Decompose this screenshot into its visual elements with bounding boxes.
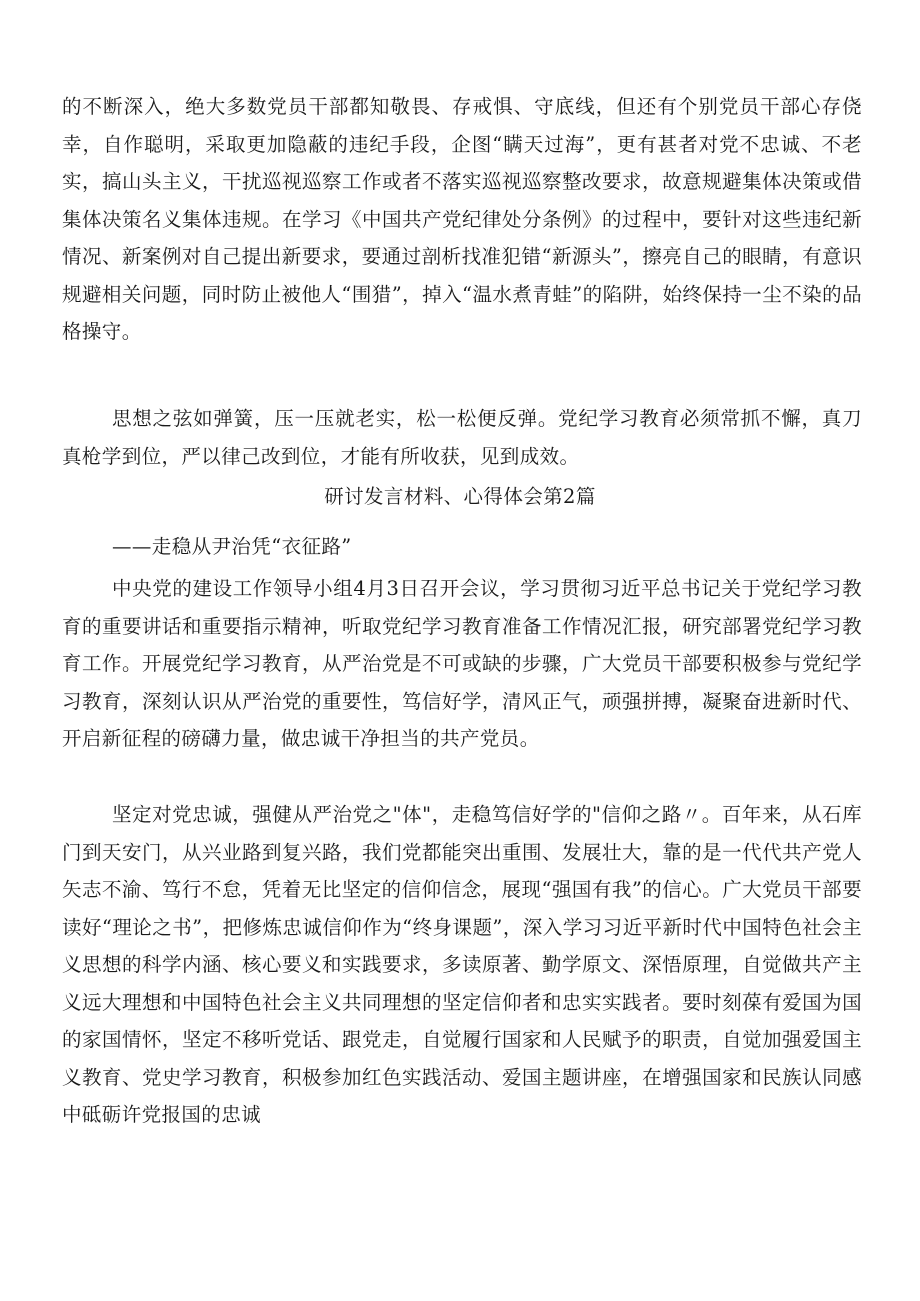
section-subtitle: ——走稳从尹治凭“衣征路” — [112, 535, 352, 558]
section-heading: 研讨发言材料、心得体会第2篇 — [324, 485, 596, 508]
paragraph-spring: 思想之弦如弹簧，压一压就老实，松一松便反弹。党纪学习教育必须常抓不懈，真刀真枪学到位，严以律己改到位，才能有所收获，见到成效。 — [62, 407, 862, 468]
paragraph-loyalty: 坚定对党忠诚，强健从严治党之"体"，走稳笃信好学的"信仰之路〃。百年来，从石库门到天安门，从兴业路到复兴路，我们党都能突出重围、发展壮大，靠的是一代代共产党人矢志不渝、笃行不怠，凭着无比坚定的信仰信念，展现“强国有我”的信心。广大党员干部要读好“理论之书”，把修炼忠诚信仰作为“终身课题”，深入学习习近平新时代中国特色社会主义思想的科学内涵、核心要义和实践要求，多读原著、勤学原文、深悟原理，自觉做共产主义远大理想和中国特色社会主义共同理想的坚定信仰者和忠实实践者。要时刻葆有爱国为国的家国情怀，坚定不移听党话、跟党走，自觉履行国家和人民赋予的职责，自觉加强爱国主义教育、党史学习教育，积极参加红色实践活动、爱国主题讲座，在增强国家和民族认同感中砥砺许党报国的忠诚 — [62, 803, 862, 1126]
paragraph-meeting: 中央党的建设工作领导小组4月3日召开会议，学习贯彻习近平总书记关于党纪学习教育的重要讲话和重要指示精神，听取党纪学习教育准备工作情况汇报，研究部署党纪学习教育工作。开展党纪学习教育，从严治党是不可或缺的步骤，广大党员干部要积极参与党纪学习教育，深刻认识从严治党的重要性，笃信好学，清风正气，顽强拼搏，凝聚奋进新时代、开启新征程的磅礴力量，做忠诚干净担当的共产党员。 — [62, 577, 862, 750]
paragraph-continued: 的不断深入，绝大多数党员干部都知敬畏、存戒惧、守底线，但还有个别党员干部心存侥幸，自作聪明，采取更加隐蔽的违纪手段，企图“瞒天过海”，更有甚者对党不忠诚、不老实，搞山头主义，干扰巡视巡察工作或者不落实巡视巡察整改要求，故意规避集体决策或借集体决策名义集体违规。在学习《中国共产党纪律处分条例》的过程中，要针对这些违纪新情况、新案例对自己提出新要求，要通过剖析找准犯错“新源头”，擦亮自己的眼睛，有意识规避相关问题，同时防止被他人“围猎”，掉入“温水煮青蛙”的陷阱，始终保持一尘不染的品格操守。 — [62, 95, 862, 343]
